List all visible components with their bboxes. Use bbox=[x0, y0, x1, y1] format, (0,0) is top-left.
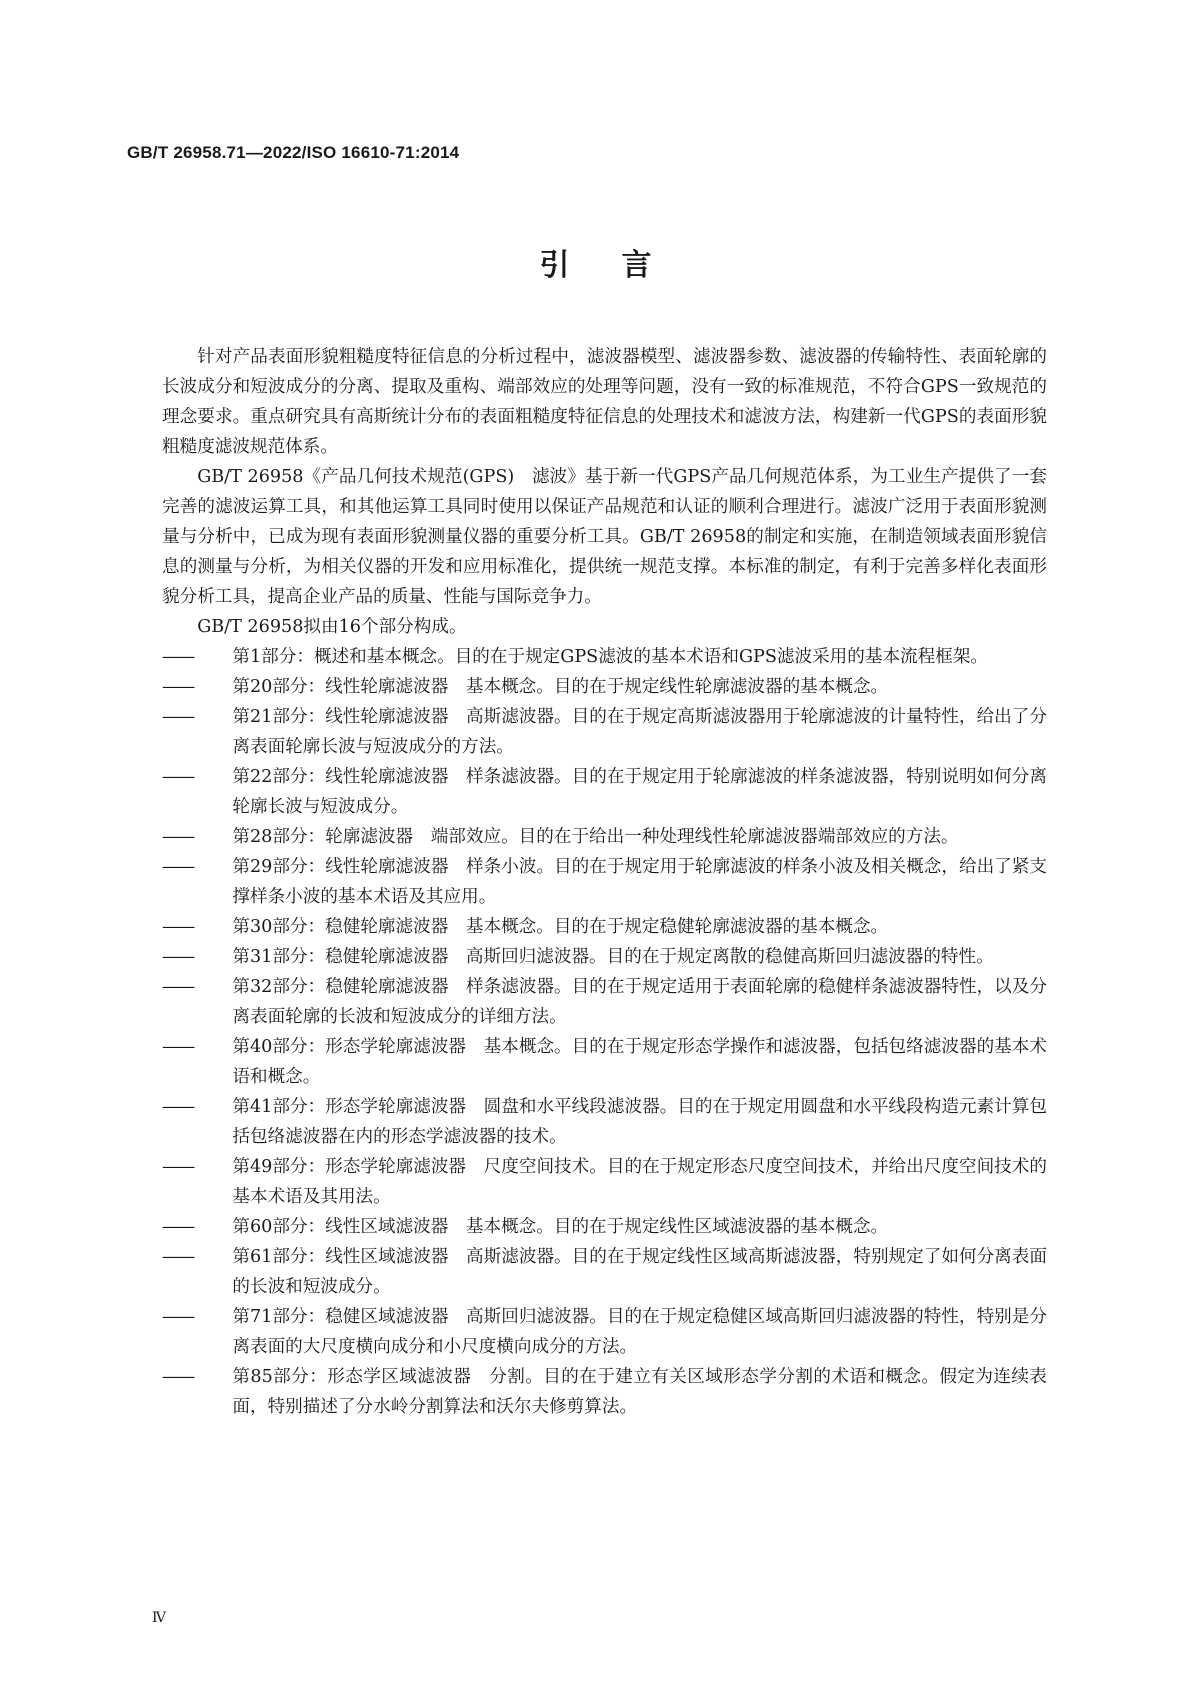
list-item bbox=[162, 852, 1047, 912]
list-item bbox=[162, 972, 1047, 1032]
list-item-text: 第71部分：稳健区域滤波器 高斯回归滤波器。目的在于规定稳健区域高斯回归滤波器的特性，特别是分离表面的大尺度横向成分和小尺度横向成分的方法。 bbox=[232, 1307, 1047, 1357]
page-number: Ⅳ bbox=[152, 1610, 166, 1626]
list-item bbox=[162, 1362, 1047, 1422]
list-item-text: 第60部分：线性区域滤波器 基本概念。目的在于规定线性区域滤波器的基本概念。 bbox=[232, 1217, 889, 1237]
dash-marker: —— bbox=[162, 827, 194, 847]
list-item-text: 第1部分：概述和基本概念。目的在于规定GPS滤波的基本术语和GPS滤波采用的基本流程框架。 bbox=[232, 647, 989, 667]
page-title: 引言 bbox=[539, 248, 704, 283]
list-item bbox=[162, 762, 1047, 822]
standard-code-header: GB/T 26958.71—2022/ISO 16610-71:2014 bbox=[127, 143, 460, 162]
intro-paragraph-3: GB/T 26958拟由16个部分构成。 bbox=[197, 617, 467, 637]
list-item bbox=[162, 672, 1047, 702]
dash-marker: —— bbox=[162, 1367, 194, 1387]
list-item-text: 第85部分：形态学区域滤波器 分割。目的在于建立有关区域形态学分割的术语和概念。假定为连续表面，特别描述了分水岭分割算法和沃尔夫修剪算法。 bbox=[232, 1367, 1047, 1417]
dash-marker: —— bbox=[162, 977, 194, 997]
list-item bbox=[162, 822, 1047, 852]
list-item-text: 第61部分：线性区域滤波器 高斯滤波器。目的在于规定线性区域高斯滤波器，特别规定了如何分离表面的长波和短波成分。 bbox=[232, 1247, 1047, 1297]
dash-marker: —— bbox=[162, 1097, 194, 1117]
dash-marker: —— bbox=[162, 1247, 194, 1267]
dash-marker: —— bbox=[162, 647, 194, 667]
dash-marker: —— bbox=[162, 857, 194, 877]
parts-list bbox=[162, 642, 1047, 1422]
dash-marker: —— bbox=[162, 1037, 194, 1057]
dash-marker: —— bbox=[162, 917, 194, 937]
list-item-text: 第30部分：稳健轮廓滤波器 基本概念。目的在于规定稳健轮廓滤波器的基本概念。 bbox=[232, 917, 889, 937]
intro-paragraph-2: GB/T 26958《产品几何技术规范(GPS) 滤波》基于新一代GPS产品几何规范体系，为工业生产提供了一套完善的滤波运算工具，和其他运算工具同时使用以保证产品规范和认证的顺利合理进行。滤波广泛用于表面形貌测量与分析中，已成为现有表面形貌测量仪器的重要分析工具。GB/T 26958的制定和实施，在制造领域表面形貌信息的测量与分析，为相关仪器的开发和应用标准化，提供统一规范支撑。本标准的制定，有利于完善多样化表面形貌分析工具，提高企业产品的质量、性能与国际竞争力。 bbox=[162, 467, 1047, 607]
list-item-text: 第29部分：线性轮廓滤波器 样条小波。目的在于规定用于轮廓滤波的样条小波及相关概念，给出了紧支撑样条小波的基本术语及其应用。 bbox=[232, 857, 1047, 907]
list-item bbox=[162, 642, 1047, 672]
list-item-text: 第20部分：线性轮廓滤波器 基本概念。目的在于规定线性轮廓滤波器的基本概念。 bbox=[232, 677, 889, 697]
dash-marker: —— bbox=[162, 677, 194, 697]
list-item-text: 第21部分：线性轮廓滤波器 高斯滤波器。目的在于规定高斯滤波器用于轮廓滤波的计量特性，给出了分离表面轮廓长波与短波成分的方法。 bbox=[232, 707, 1047, 757]
list-item bbox=[162, 702, 1047, 762]
list-item bbox=[162, 942, 1047, 972]
dash-marker: —— bbox=[162, 1307, 194, 1327]
list-item bbox=[162, 1242, 1047, 1302]
list-item bbox=[162, 1152, 1047, 1212]
introduction-body bbox=[162, 342, 1047, 1422]
list-item bbox=[162, 1032, 1047, 1092]
dash-marker: —— bbox=[162, 707, 194, 727]
dash-marker: —— bbox=[162, 1157, 194, 1177]
list-item-text: 第32部分：稳健轮廓滤波器 样条滤波器。目的在于规定适用于表面轮廓的稳健样条滤波器特性，以及分离表面轮廓的长波和短波成分的详细方法。 bbox=[232, 977, 1047, 1027]
list-item-text: 第31部分：稳健轮廓滤波器 高斯回归滤波器。目的在于规定离散的稳健高斯回归滤波器的特性。 bbox=[232, 947, 994, 967]
list-item-text: 第40部分：形态学轮廓滤波器 基本概念。目的在于规定形态学操作和滤波器，包括包络滤波器的基本术语和概念。 bbox=[232, 1037, 1047, 1087]
list-item bbox=[162, 1302, 1047, 1362]
intro-paragraph-1: 针对产品表面形貌粗糙度特征信息的分析过程中，滤波器模型、滤波器参数、滤波器的传输特性、表面轮廓的长波成分和短波成分的分离、提取及重构、端部效应的处理等问题，没有一致的标准规范，不符合GPS一致规范的理念要求。重点研究具有高斯统计分布的表面粗糙度特征信息的处理技术和滤波方法，构建新一代GPS的表面形貌粗糙度滤波规范体系。 bbox=[162, 347, 1047, 457]
list-item-text: 第41部分：形态学轮廓滤波器 圆盘和水平线段滤波器。目的在于规定用圆盘和水平线段构造元素计算包括包络滤波器在内的形态学滤波器的技术。 bbox=[232, 1097, 1047, 1147]
list-item bbox=[162, 1212, 1047, 1242]
dash-marker: —— bbox=[162, 1217, 194, 1237]
dash-marker: —— bbox=[162, 767, 194, 787]
dash-marker: —— bbox=[162, 947, 194, 967]
list-item-text: 第22部分：线性轮廓滤波器 样条滤波器。目的在于规定用于轮廓滤波的样条滤波器，特别说明如何分离轮廓长波与短波成分。 bbox=[232, 767, 1047, 817]
list-item-text: 第49部分：形态学轮廓滤波器 尺度空间技术。目的在于规定形态尺度空间技术，并给出尺度空间技术的基本术语及其用法。 bbox=[232, 1157, 1047, 1207]
list-item bbox=[162, 1092, 1047, 1152]
list-item bbox=[162, 912, 1047, 942]
list-item-text: 第28部分：轮廓滤波器 端部效应。目的在于给出一种处理线性轮廓滤波器端部效应的方法。 bbox=[232, 827, 959, 847]
